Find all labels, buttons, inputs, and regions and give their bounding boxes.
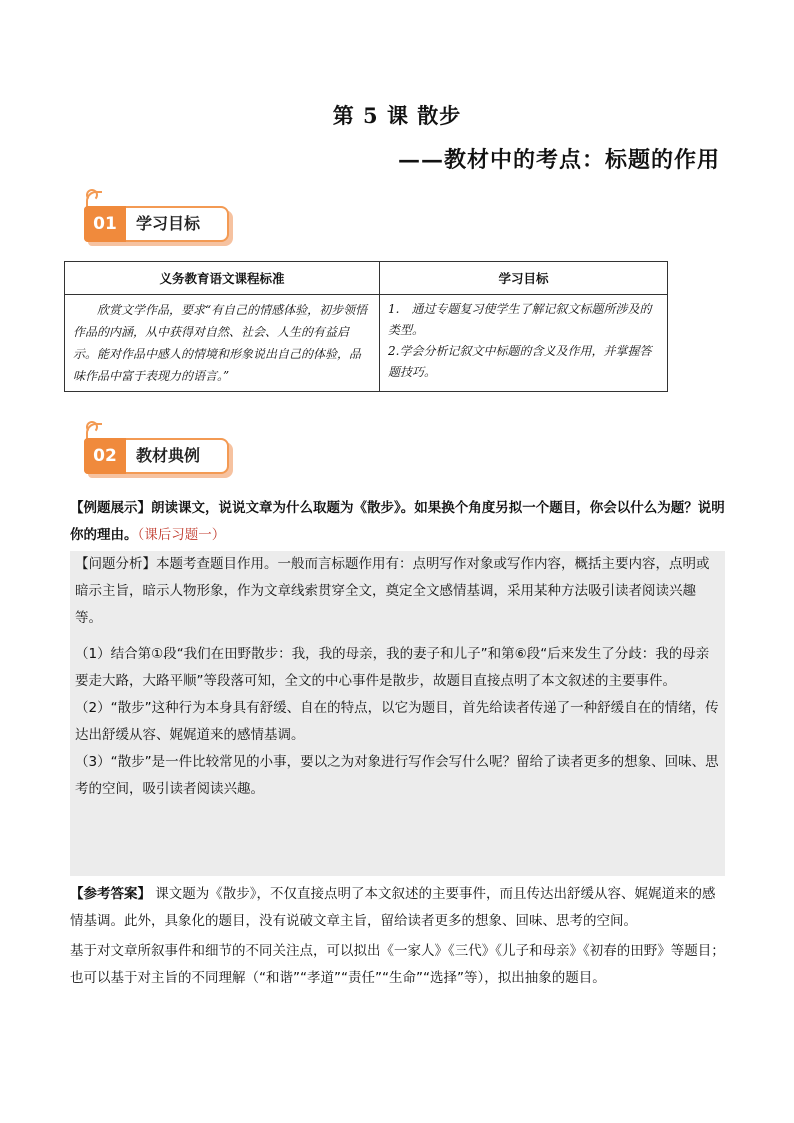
standard-text: 欣赏文学作品，要求“有自己的情感体验，初步领悟作品的内涵，从中获得对自然、社会、人生的有益启示。能对作品中感人的情境和形象说出自己的体验，品味作品中富于表现力的语言。” bbox=[65, 295, 380, 392]
goal-item: 2.学会分析记叙文中标题的含义及作用，并掌握答题技巧。 bbox=[388, 344, 652, 379]
example-text: 朗读课文，说说文章为什么取题为《散步》。如果换个角度另拟一个题目，你会以什么为题？说明你的理由。 bbox=[70, 500, 725, 543]
answer-paragraph-2: 基于对文章所叙事件和细节的不同关注点，可以拟出《一家人》《三代》《儿子和母亲》《初春的田野》等题目；也可以基于对主旨的不同理解（“和谐”“孝道”“责任”“生命”“选择”等），拟出抽象的题目。 bbox=[70, 943, 725, 986]
section-number: 02 bbox=[84, 438, 126, 474]
analysis-intro-text: 本题考查题目作用。一般而言标题作用有：点明写作对象或写作内容，概括主要内容，点明或暗示主旨，暗示人物形象，作为文章线索贯穿全文，奠定全文感情基调，采用某种方法吸引读者阅读兴趣等。 bbox=[75, 556, 710, 626]
section-badge-examples bbox=[84, 438, 229, 474]
answer-label: 【参考答案】 bbox=[70, 886, 151, 902]
analysis-point-2: （2）“散步”这种行为本身具有舒缓、自在的特点，以它为题目，首先给读者传递了一种舒缓自在的情绪，传达出舒缓从容、娓娓道来的感情基调。 bbox=[75, 700, 719, 743]
example-question bbox=[70, 495, 725, 549]
section-number: 01 bbox=[84, 206, 126, 242]
lesson-subtitle: ——教材中的考点：标题的作用 bbox=[397, 147, 720, 173]
lesson-title: 第 5 课 散步 bbox=[332, 103, 462, 128]
table-header-goals: 学习目标 bbox=[380, 262, 668, 295]
goals-list bbox=[380, 295, 668, 392]
example-source: （课后习题一） bbox=[137, 527, 226, 543]
section-label: 学习目标 bbox=[136, 214, 201, 233]
analysis-box bbox=[70, 551, 725, 876]
answer-paragraph-1 bbox=[70, 881, 725, 935]
analysis-label: 【问题分析】 bbox=[75, 556, 156, 572]
goals-table bbox=[64, 261, 668, 392]
example-label: 【例题展示】 bbox=[70, 500, 151, 516]
section-label: 教材典例 bbox=[136, 446, 201, 465]
table-header-standard: 义务教育语文课程标准 bbox=[65, 262, 380, 295]
answer-text-1: 课文题为《散步》，不仅直接点明了本文叙述的主要事件，而且传达出舒缓从容、娓娓道来的感情基调。此外，具象化的题目，没有说破文章主旨，留给读者更多的想象、回味、思考的空间。 bbox=[70, 886, 716, 929]
section-badge-goals bbox=[84, 206, 229, 242]
goal-item: 1. 通过专题复习使学生了解记叙文标题所涉及的类型。 bbox=[388, 302, 652, 337]
analysis-point-1: （1）结合第①段“我们在田野散步：我，我的母亲，我的妻子和儿子”和第⑥段“后来发生了分歧：我的母亲要走大路，大路平顺”等段落可知，全文的中心事件是散步，故题目直接点明了本文叙述的主要事件。 bbox=[75, 646, 710, 689]
analysis-point-3: （3）“散步”是一件比较常见的小事，要以之为对象进行写作会写什么呢？留给了读者更多的想象、回味、思考的空间，吸引读者阅读兴趣。 bbox=[75, 754, 719, 797]
analysis-intro bbox=[70, 551, 720, 632]
